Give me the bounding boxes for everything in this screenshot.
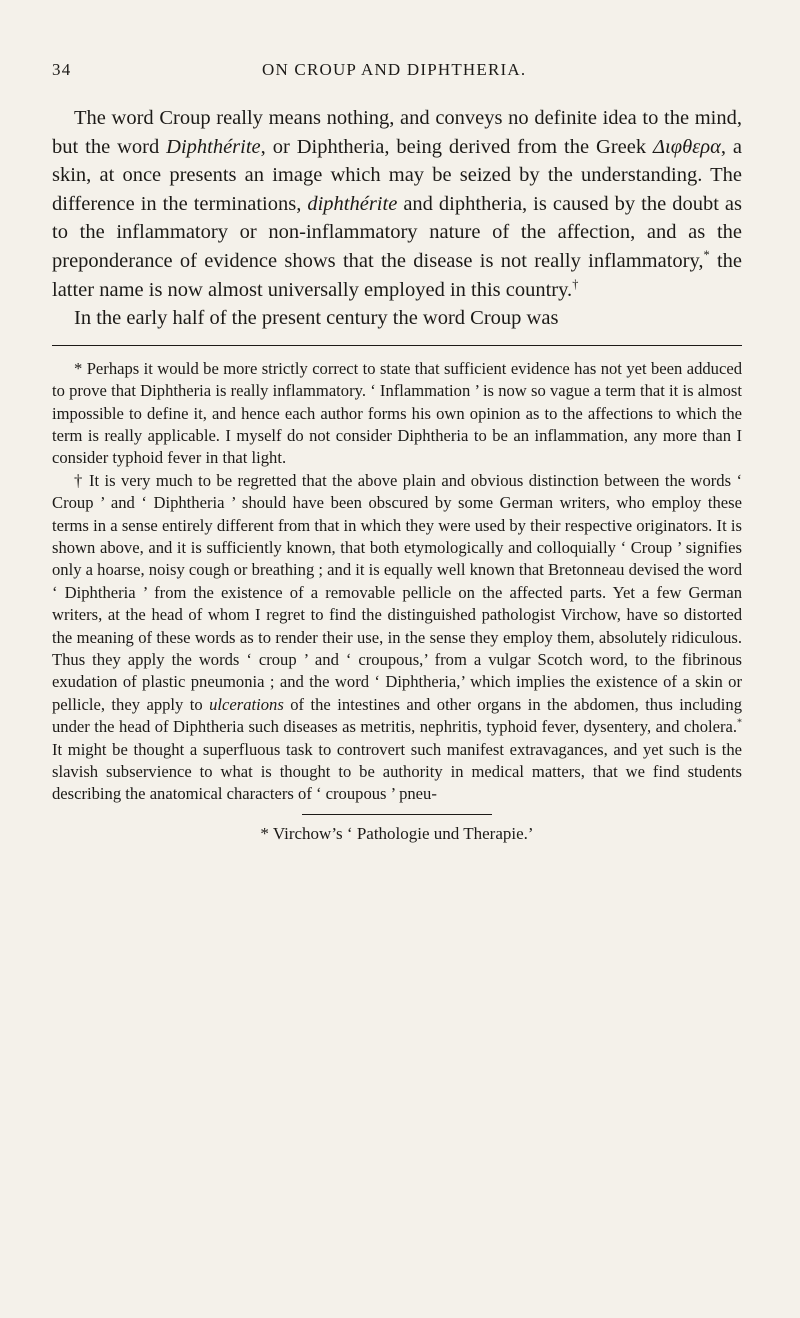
paragraph-1-text-d: and diphtheria, is caused by the doubt as to the inflammatory or non-inflammatory nature of the affection, and as the preponderance of evidence shows that the disease is not really inflammatory,: [52, 192, 742, 272]
running-title: ON CROUP AND DIPHTHERIA.: [262, 60, 527, 79]
paragraph-1-text-b: , or Diphtheria, being derived from the Greek: [260, 135, 654, 158]
footnotes: [52, 358, 742, 806]
book-page: [52, 52, 742, 845]
page-number: 34: [52, 60, 72, 79]
footnote-1: * Perhaps it would be more strictly correct to state that sufficient evidence has not yet been adduced to prove that Diphtheria is really inflammatory. ‘ Inflammation ’ is now so vague a term that it is almost impossible to define it, and hence each author forms his own opinion as to the affections to which the term is really applicable. I myself do not consider Diphtheria to be an inflammation, any more than I consider typhoid fever in that light.: [52, 358, 742, 468]
greek-word: Διφθερα: [653, 135, 721, 158]
term-diphtherite: Diphthérite: [166, 135, 261, 158]
paragraph-1-text-e: the latter name is now almost universally employed in this country.: [52, 249, 742, 301]
footnote-2-text-b: of the intestines and other organs in the abdomen, thus including under the head of Diphtheria such diseases as metritis, nephritis, typhoid fever, dysentery, and cholera.: [52, 694, 742, 737]
paragraph-1-text-a: The word Croup really means nothing, and conveys no definite idea to the mind, but the word: [52, 107, 742, 158]
subnote-divider: [302, 814, 492, 815]
footnote-divider: [52, 345, 742, 346]
running-header: [52, 52, 742, 84]
paragraph-1: [52, 104, 742, 304]
emphasis-ulcerations: ulcerations: [209, 694, 284, 714]
paragraph-1-text-c: , a skin, at once presents an image which may be seized by the understanding. The difference in the terminations,: [52, 135, 742, 215]
footnote-2-text-a: † It is very much to be regretted that the above plain and obvious distinction between the words ‘ Croup ’ and ‘ Diphtheria ’ should have been obscured by some German writers, who employ these terms in a sense entirely different from that in which they were used by their respective originators. It is shown above, and it is sufficiently known, that both etymologically and colloquially ‘ Croup ’ signifies only a hoarse, noisy cough or breathing ; and it is equally well known that Bretonneau devised the word ‘ Diphtheria ’ from the existence of a removable pellicle on the affected parts. Yet a few German writers, at the head of whom I regret to find the distinguished pathologist Virchow, have so distorted the meaning of these words as to render their use, in the sense they employ them, absolutely ridiculous. Thus they apply the words ‘ croup ’ and ‘ croupous,’ from a vulgar Scotch word, to the fibrinous exudation of plastic pneumonia ; and the word ‘ Diphtheria,’ which implies the existence of a skin or pellicle, they apply to: [52, 470, 742, 714]
footnote-2-text-c: It might be thought a superfluous task to controvert such manifest extravagances, and yet such is the slavish subservience to what is thought to be authority in medical matters, that we find students describing the anatomical characters of ‘ croupous ’ pneu-: [52, 739, 742, 804]
footnote-mark-dagger: †: [572, 276, 579, 291]
subnote-mark: *: [737, 717, 742, 729]
term-diphtherite-lower: diphthérite: [307, 192, 398, 215]
main-text: [52, 104, 742, 333]
subnote: * Virchow’s ‘ Pathologie und Therapie.’: [260, 823, 534, 843]
footnote-2: [52, 470, 742, 806]
footnote-mark-asterisk: *: [703, 248, 710, 263]
paragraph-2: In the early half of the present century the word Croup was: [74, 307, 559, 330]
